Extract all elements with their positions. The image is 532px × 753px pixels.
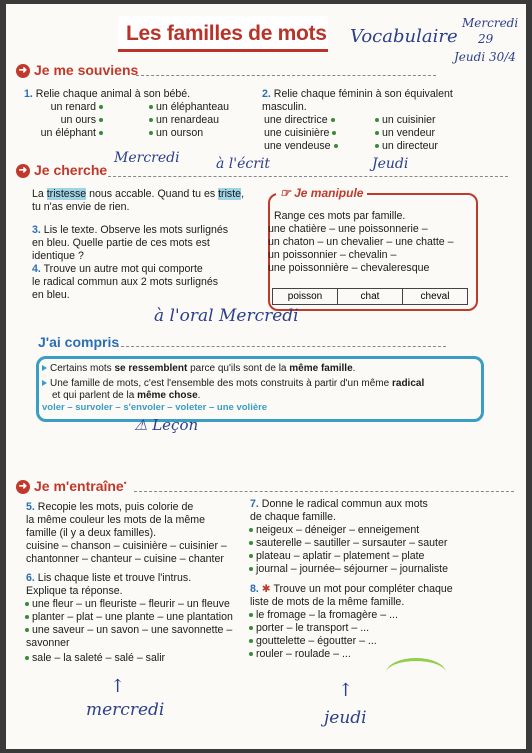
compris-line-1: Certains mots se ressemblent parce qu'ils sont de la même famille. xyxy=(42,362,355,375)
section-title-cherche: Je cherche xyxy=(34,162,108,178)
manipule-line-1: un chaton – un chevalier – une chatte – xyxy=(268,236,454,248)
compris-line-3: et qui parlent de la même chose. xyxy=(52,390,201,401)
column-cheval: cheval xyxy=(403,289,468,305)
manipule-line-0: une chatière – une poissonnerie – xyxy=(268,223,428,235)
exercise-5-line-1: la même couleur les mots de la même xyxy=(26,514,205,526)
handwritten-mercredi-bottom: mercredi xyxy=(86,700,165,720)
exercise-7-line-0: 7. Donne le radical commun aux mots xyxy=(250,498,428,510)
handwritten-a-l-oral: à l'oral Mercredi xyxy=(154,306,299,326)
family-table xyxy=(272,288,468,305)
ex1-right-1: un renardeau xyxy=(146,114,219,127)
exercise-6-item-2-cont: savonner xyxy=(26,637,70,649)
exercise-7-line-1: de chaque famille. xyxy=(250,511,336,523)
up-arrow-icon: ↑ xyxy=(338,680,354,701)
compris-title: J'ai compris xyxy=(38,334,120,350)
exercise-5-line-2: famille (il y a deux familles). xyxy=(26,527,157,539)
exercise-3-line-0: 3. Lis le texte. Observe les mots surlignés xyxy=(32,224,229,236)
ex1-left-2: un éléphant xyxy=(26,127,106,140)
arrow-right-icon: ➜ xyxy=(16,164,30,178)
ex2-left-0: une directrice xyxy=(264,114,338,127)
column-chat: chat xyxy=(338,289,403,305)
cherche-sentence: La tristesse nous accable. Quand tu es triste, xyxy=(32,188,245,200)
warning-icon: ⚠ xyxy=(134,416,153,434)
exercise-8-line-0: 8. ✱ Trouve un mot pour compléter chaque xyxy=(250,583,453,595)
exercise-6-item-3: sale – la saleté – salé – salir xyxy=(22,652,165,665)
handwritten-a-l-ecrit: à l'écrit xyxy=(216,156,271,172)
handwritten-lecon: ⚠ Leçon xyxy=(134,416,199,434)
exercise-8-item-3: rouler – roulade – ... xyxy=(246,648,351,661)
exercise-2-instruction-2: masculin. xyxy=(262,101,307,113)
section-divider xyxy=(116,346,446,347)
handwritten-date-2: 29 xyxy=(478,32,494,46)
handwritten-vocabulaire: Vocabulaire xyxy=(350,26,458,47)
handwritten-jeudi-bottom: jeudi xyxy=(324,708,367,728)
section-title-souviens: Je me souviens xyxy=(34,62,139,78)
exercise-6-item-0: une fleur – un fleuriste – fleurir – un fleuve xyxy=(22,598,230,611)
ex2-right-0: un cuisinier xyxy=(372,114,436,127)
exercise-7-item-3: journal – journée– séjourner – journaliste xyxy=(246,563,448,576)
section-divider xyxy=(108,176,508,177)
exercise-7-item-0: neigeux – déneiger – enneigement xyxy=(246,524,419,537)
handwritten-jeudi: Jeudi xyxy=(372,156,409,172)
exercise-1-instruction: 1. Relie chaque animal à son bébé. xyxy=(24,88,191,100)
worksheet-page xyxy=(6,4,526,749)
exercise-8-item-0: le fromage – la fromagère – ... xyxy=(246,609,398,622)
manipule-line-3: une poissonnière – chevaleresque xyxy=(268,262,430,274)
manipule-intro: Range ces mots par famille. xyxy=(274,210,406,222)
manipule-line-2: un poissonnier – chevalin – xyxy=(268,249,397,261)
exercise-3-line-2: identique ? xyxy=(32,250,84,262)
up-arrow-icon: ↑ xyxy=(110,676,126,697)
ex2-right-2: un directeur xyxy=(372,140,438,153)
hand-pointer-icon: ☞ xyxy=(280,186,295,200)
exercise-6-line-1: Explique ta réponse. xyxy=(26,585,123,597)
ex2-left-2: une vendeuse xyxy=(264,140,341,153)
arrow-right-icon: ➜ xyxy=(16,480,30,494)
ex1-left-1: un ours xyxy=(46,114,106,127)
exercise-7-item-2: plateau – aplatir – platement – plate xyxy=(246,550,424,563)
compris-example: voler – survoler – s'envoler – voleter – une volière xyxy=(42,402,268,413)
handwritten-date-1: Mercredi xyxy=(462,16,519,30)
compris-line-2: Une famille de mots, c'est l'ensemble des mots construits à partir d'un même radical xyxy=(42,377,424,390)
handwritten-date-3: Jeudi 30/4 xyxy=(454,50,516,64)
ex2-right-1: un vendeur xyxy=(372,127,435,140)
exercise-8-item-2: gouttelette – égoutter – ... xyxy=(246,635,377,648)
exercise-6-line-0: 6. Lis chaque liste et trouve l'intrus. xyxy=(26,572,192,584)
exercise-4-line-0: 4. Trouve un autre mot qui comporte xyxy=(32,263,203,275)
exercise-5-words-0: cuisine – chanson – cuisinière – cuisinier – xyxy=(26,540,227,552)
ex1-right-0: un éléphanteau xyxy=(146,101,229,114)
section-divider xyxy=(136,75,436,76)
ex1-left-0: un renard xyxy=(46,101,106,114)
exercise-8-line-1: liste de mots de la même famille. xyxy=(250,596,405,608)
section-title-entraine: Je m'entraîne• xyxy=(34,478,127,494)
manipule-title: ☞ Je manipule xyxy=(276,186,367,200)
exercise-5-line-0: 5. Recopie les mots, puis colorie de xyxy=(26,501,194,513)
exercise-7-item-1: sauterelle – sautiller – sursauter – sauter xyxy=(246,537,447,550)
decorative-arc xyxy=(386,658,446,688)
ex1-right-2: un ourson xyxy=(146,127,203,140)
exercise-4-line-1: le radical commun aux 2 mots surlignés xyxy=(32,276,219,288)
exercise-4-line-2: en bleu. xyxy=(32,289,70,301)
ex2-left-1: une cuisinière xyxy=(264,127,339,140)
arrow-right-icon: ➜ xyxy=(16,64,30,78)
exercise-6-item-2: une saveur – un savon – une savonnette – xyxy=(22,624,232,637)
handwritten-mercredi: Mercredi xyxy=(114,150,180,166)
exercise-3-line-1: en bleu. Quelle partie de ces mots est xyxy=(32,237,210,249)
section-divider xyxy=(134,491,514,492)
exercise-2-instruction: 2. Relie chaque féminin à son équivalent xyxy=(262,88,453,100)
cherche-sentence-line2: tu n'as envie de rien. xyxy=(32,201,130,213)
exercise-8-item-1: porter – le transport – ... xyxy=(246,622,369,635)
exercise-6-item-1: planter – plat – une plante – une plantation xyxy=(22,611,233,624)
exercise-5-words-1: chantonner – chanteur – cuisine – chanter xyxy=(26,553,224,565)
page-title: Les familles de mots xyxy=(126,22,327,45)
column-poisson: poisson xyxy=(273,289,338,305)
